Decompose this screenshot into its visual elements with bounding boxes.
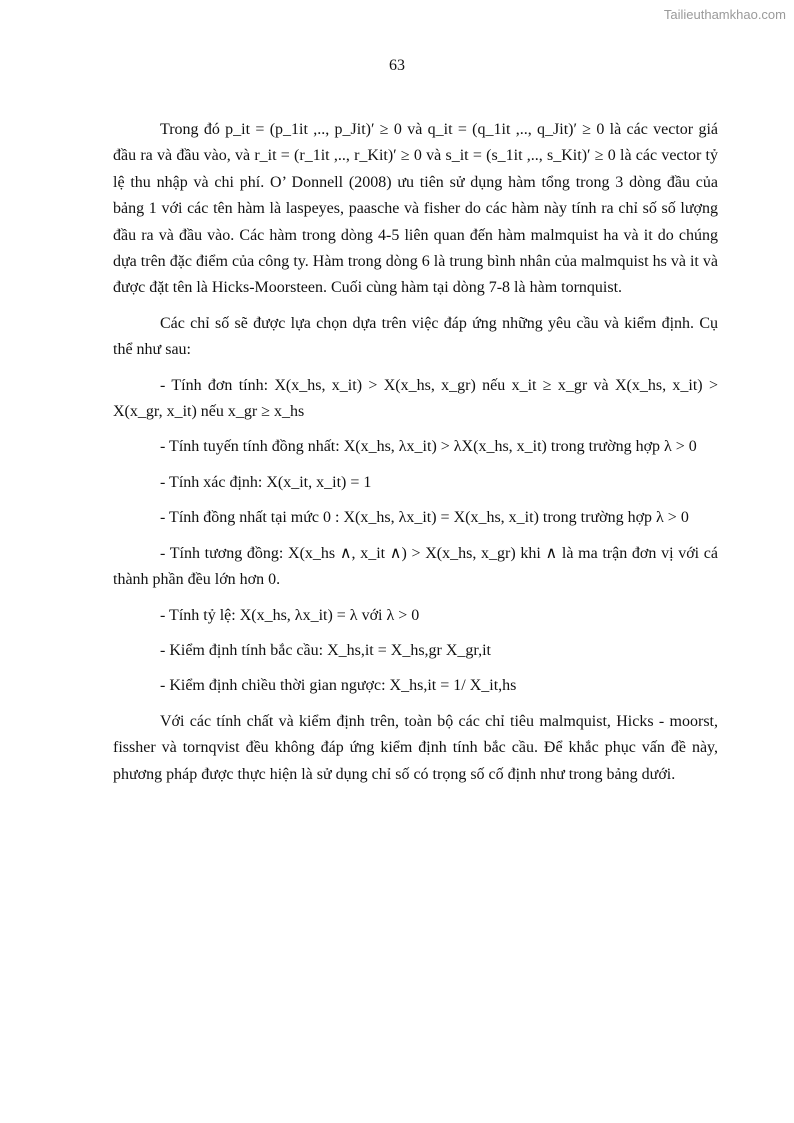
watermark: Tailieuthamkhao.com: [663, 7, 786, 22]
property-linear-homogeneity: - Tính tuyến tính đồng nhất: X(x_hs, λx_it) > λX(x_hs, x_it) trong trường hợp λ > 0: [160, 438, 697, 456]
page-number: 63: [389, 57, 405, 74]
test-transitivity: - Kiểm định tính bắc cầu: X_hs,it = X_hs,gr X_gr,it: [160, 641, 491, 659]
property-commensurability: - Tính tương đồng: X(x_hs ∧, x_it ∧) > X(x_hs, x_gr) khi ∧ là ma trận đơn vị với cá thành phần đều lớn hơn 0.: [113, 544, 718, 589]
page-content: [113, 117, 718, 797]
property-monotonicity: - Tính đơn tính: X(x_hs, x_it) > X(x_hs, x_gr) nếu x_it ≥ x_gr và X(x_hs, x_it) > X(x_gr, x_it) nếu x_gr ≥ x_hs: [113, 376, 718, 421]
property-zero-homogeneity: - Tính đồng nhất tại mức 0 : X(x_hs, λx_it) = X(x_hs, x_it) trong trường hợp λ > 0: [160, 509, 689, 527]
paragraph-closing: Với các tính chất và kiểm định trên, toàn bộ các chỉ tiêu malmquist, Hicks - moorst, fissher và tornqvist đều không đáp ứng kiểm định tính bắc cầu. Để khắc phục vấn đề này, phương pháp được thực hiện là sử dụng chỉ số có trọng số cố định như trong bảng dưới.: [113, 712, 718, 783]
property-proportionality: - Tính tỷ lệ: X(x_hs, λx_it) = λ với λ > 0: [160, 606, 420, 624]
paragraph-intro: Các chỉ số sẽ được lựa chọn dựa trên việc đáp ứng những yêu cầu và kiểm định. Cụ thể như sau:: [113, 314, 718, 359]
paragraph-definitions: Trong đó p_it = (p_1it ,.., p_Jit)′ ≥ 0 và q_it = (q_1it ,.., q_Jit)′ ≥ 0 là các vector giá đầu ra và đầu vào, và r_it = (r_1it ,.., r_Kit)′ ≥ 0 và s_it = (s_1it ,.., s_Kit)′ ≥ 0 là các vector tỷ lệ thu nhập và chi phí. O’ Donnell (2008) ưu tiên sử dụng hàm tổng trong 3 dòng đầu của bảng 1 với các tên hàm là laspeyes, paasche và fisher do các hàm này tính ra chỉ số số lượng đầu ra và đầu vào. Các hàm trong dòng 4-5 liên quan đến hàm malmquist ha và it do chúng dựa trên đặc điểm của công ty. Hàm trong dòng 6 là trung bình nhân của malmquist hs và it và được đặt tên là Hicks-Moorsteen. Cuối cùng hàm tại dòng 7-8 là hàm tornquist.: [113, 121, 718, 297]
property-identity: - Tính xác định: X(x_it, x_it) = 1: [160, 473, 372, 491]
test-time-reversal: - Kiểm định chiều thời gian ngược: X_hs,it = 1/ X_it,hs: [160, 677, 517, 695]
